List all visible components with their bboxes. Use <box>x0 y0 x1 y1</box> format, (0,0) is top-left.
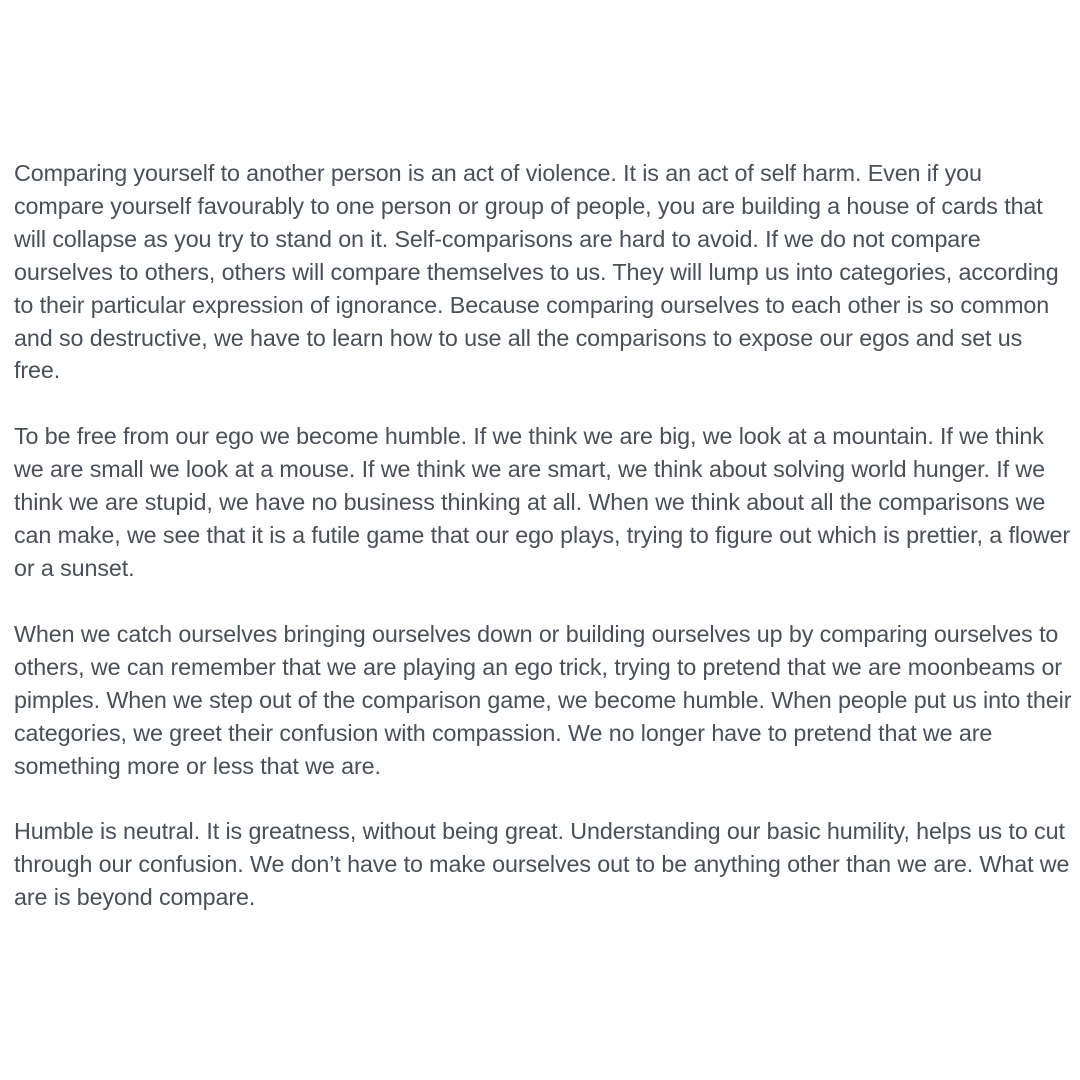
paragraph-humble-neutral: Humble is neutral. It is greatness, without being great. Understanding our basic humility, helps us to cut through our confusion. We don’t have to make ourselves out to be anything other than we are. What we are is beyond compare. <box>14 818 1070 911</box>
paragraph-free-from-ego: To be free from our ego we become humble. If we think we are big, we look at a mountain. If we think we are small we look at a mouse. If we think we are smart, we think about solving world hunger. If we think we are stupid, we have no business thinking at all. When we think about all the comparisons we can make, we see that it is a futile game that our ego plays, trying to figure out which is prettier, a flower or a sunset. <box>14 423 1071 581</box>
text-body <box>14 157 1074 914</box>
paragraph-ego-trick: When we catch ourselves bringing ourselves down or building ourselves up by comparing ourselves to others, we can remember that we are playing an ego trick, trying to pretend that we are moonbeams or pimples. When we step out of the comparison game, we become humble. When people put us into their categories, we greet their confusion with compassion. We no longer have to pretend that we are something more or less that we are. <box>14 620 1072 779</box>
paragraph-comparison-violence: Comparing yourself to another person is an act of violence. It is an act of self harm. Even if you compare yourself favourably to one person or group of people, you are building a house of cards that will collapse as you try to stand on it. Self-comparisons are hard to avoid. If we do not compare ourselves to others, others will compare themselves to us. They will lump us into categories, according to their particular expression of ignorance. Because comparing ourselves to each other is so common and so destructive, we have to learn how to use all the comparisons to expose our egos and set us free. <box>14 160 1059 384</box>
